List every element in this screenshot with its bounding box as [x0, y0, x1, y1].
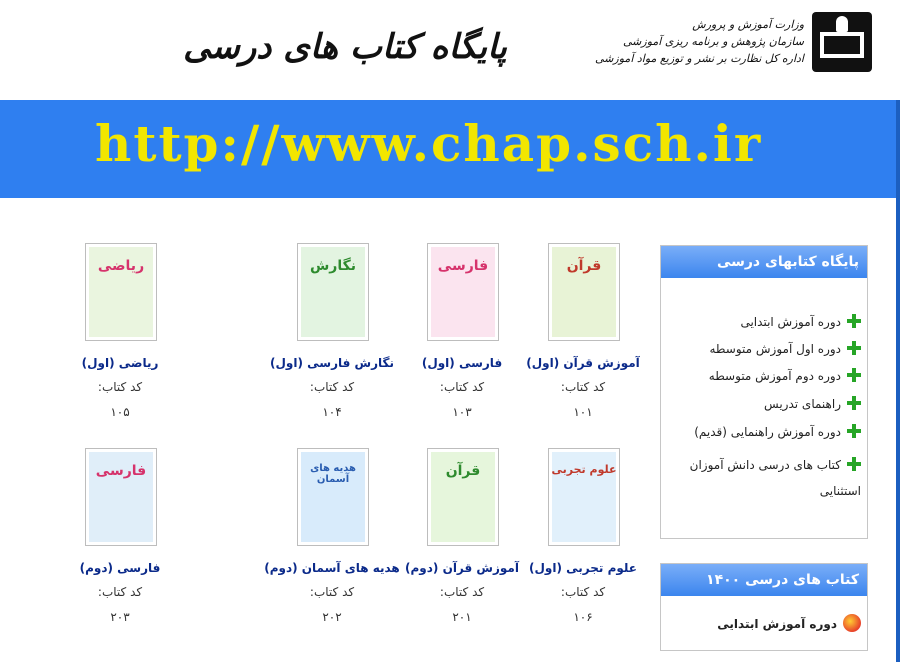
textbook-base-panel [660, 245, 868, 539]
book-code-label: کد کتاب: [560, 380, 606, 394]
book-title[interactable]: آموزش قرآن (دوم) [405, 561, 519, 575]
menu-item-label: دوره آموزش ابتدایی [717, 617, 837, 631]
menu-item-label: دوره آموزش راهنمایی (قدیم) [694, 425, 841, 439]
ministry-text [594, 16, 804, 67]
book-code: ۲۰۳ [110, 610, 130, 624]
globe-icon [843, 614, 861, 632]
book-code: ۱۰۵ [110, 405, 130, 419]
book-cover[interactable] [427, 243, 499, 341]
book-code-label: کد کتاب: [309, 380, 355, 394]
menu-item-label: دوره دوم آموزش متوسطه [708, 369, 841, 383]
panel-title: پایگاه کتابهای درسی [661, 246, 867, 278]
book-cover[interactable] [297, 448, 369, 546]
book-code: ۲۰۲ [322, 610, 342, 624]
site-title[interactable]: پایگاه کتاب های درسی [183, 27, 507, 67]
panel-title: کتاب های درسی ۱۴۰۰ [661, 564, 867, 596]
book-code-label: کد کتاب: [439, 585, 485, 599]
ministry-line: سازمان پژوهش و برنامه ریزی آموزشی [623, 35, 804, 48]
plus-icon [847, 314, 861, 328]
book-cover[interactable] [548, 243, 620, 341]
ministry-line: اداره کل نظارت بر نشر و توزیع مواد آموزشی [595, 52, 804, 65]
plus-icon [847, 341, 861, 355]
book-cover[interactable] [297, 243, 369, 341]
menu-item-label: دوره آموزش ابتدایی [740, 315, 841, 329]
menu-item[interactable] [671, 452, 861, 504]
book-code: ۱۰۴ [322, 405, 342, 419]
book-title[interactable]: آموزش قرآن (اول) [526, 356, 640, 370]
menu-item[interactable] [671, 368, 861, 383]
book-code-label: کد کتاب: [439, 380, 485, 394]
ministry-line: وزارت آموزش و پرورش [692, 18, 804, 31]
menu-item-label: دوره اول آموزش متوسطه [709, 342, 841, 356]
book-cover[interactable] [548, 448, 620, 546]
book-cover[interactable] [85, 243, 157, 341]
book-cover[interactable] [427, 448, 499, 546]
book-cover[interactable] [85, 448, 157, 546]
book-code-label: کد کتاب: [97, 585, 143, 599]
ministry-logo [812, 12, 872, 72]
menu-item-label: کتاب های درسی دانش آموزان استثنایی [689, 458, 861, 498]
textbooks-1400-panel [660, 563, 868, 651]
book-code-label: کد کتاب: [560, 585, 606, 599]
plus-icon [847, 368, 861, 382]
plus-icon [847, 424, 861, 438]
book-code: ۱۰۶ [573, 610, 593, 624]
plus-icon [847, 396, 861, 410]
cover-caption: فارسی [95, 463, 147, 479]
book-code-label: کد کتاب: [97, 380, 143, 394]
book-title[interactable]: فارسی (دوم) [79, 561, 161, 575]
menu-item[interactable] [671, 314, 861, 329]
book-code: ۲۰۱ [452, 610, 472, 624]
book-code: ۱۰۳ [452, 405, 472, 419]
book-code-label: کد کتاب: [309, 585, 355, 599]
cover-caption: هدیه های آسمان [310, 463, 356, 485]
book-title[interactable]: هدیه های آسمان (دوم) [264, 561, 400, 575]
cover-caption: علوم تجربی [551, 463, 617, 476]
book-title[interactable]: نگارش فارسی (اول) [270, 356, 394, 370]
page-header [0, 0, 900, 101]
cover-caption: قرآن [566, 258, 602, 274]
book-title[interactable]: فارسی (اول) [421, 356, 503, 370]
menu-item[interactable] [671, 396, 861, 411]
plus-icon [847, 457, 861, 471]
cover-caption: قرآن [445, 463, 481, 479]
right-border [896, 198, 900, 662]
book-code: ۱۰۱ [573, 405, 593, 419]
book-title[interactable]: ریاضی (اول) [81, 356, 159, 370]
menu-item[interactable] [671, 341, 861, 356]
cover-caption: نگارش [309, 258, 357, 274]
menu-item[interactable] [671, 614, 861, 632]
site-url[interactable]: http://www.chap.sch.ir [95, 114, 763, 173]
book-title[interactable]: علوم تجربی (اول) [529, 561, 637, 575]
menu-item[interactable] [671, 424, 861, 439]
cover-caption: ریاضی [97, 258, 145, 274]
menu-item-label: راهنمای تدریس [764, 397, 841, 411]
cover-caption: فارسی [437, 258, 489, 274]
url-banner [0, 100, 900, 198]
